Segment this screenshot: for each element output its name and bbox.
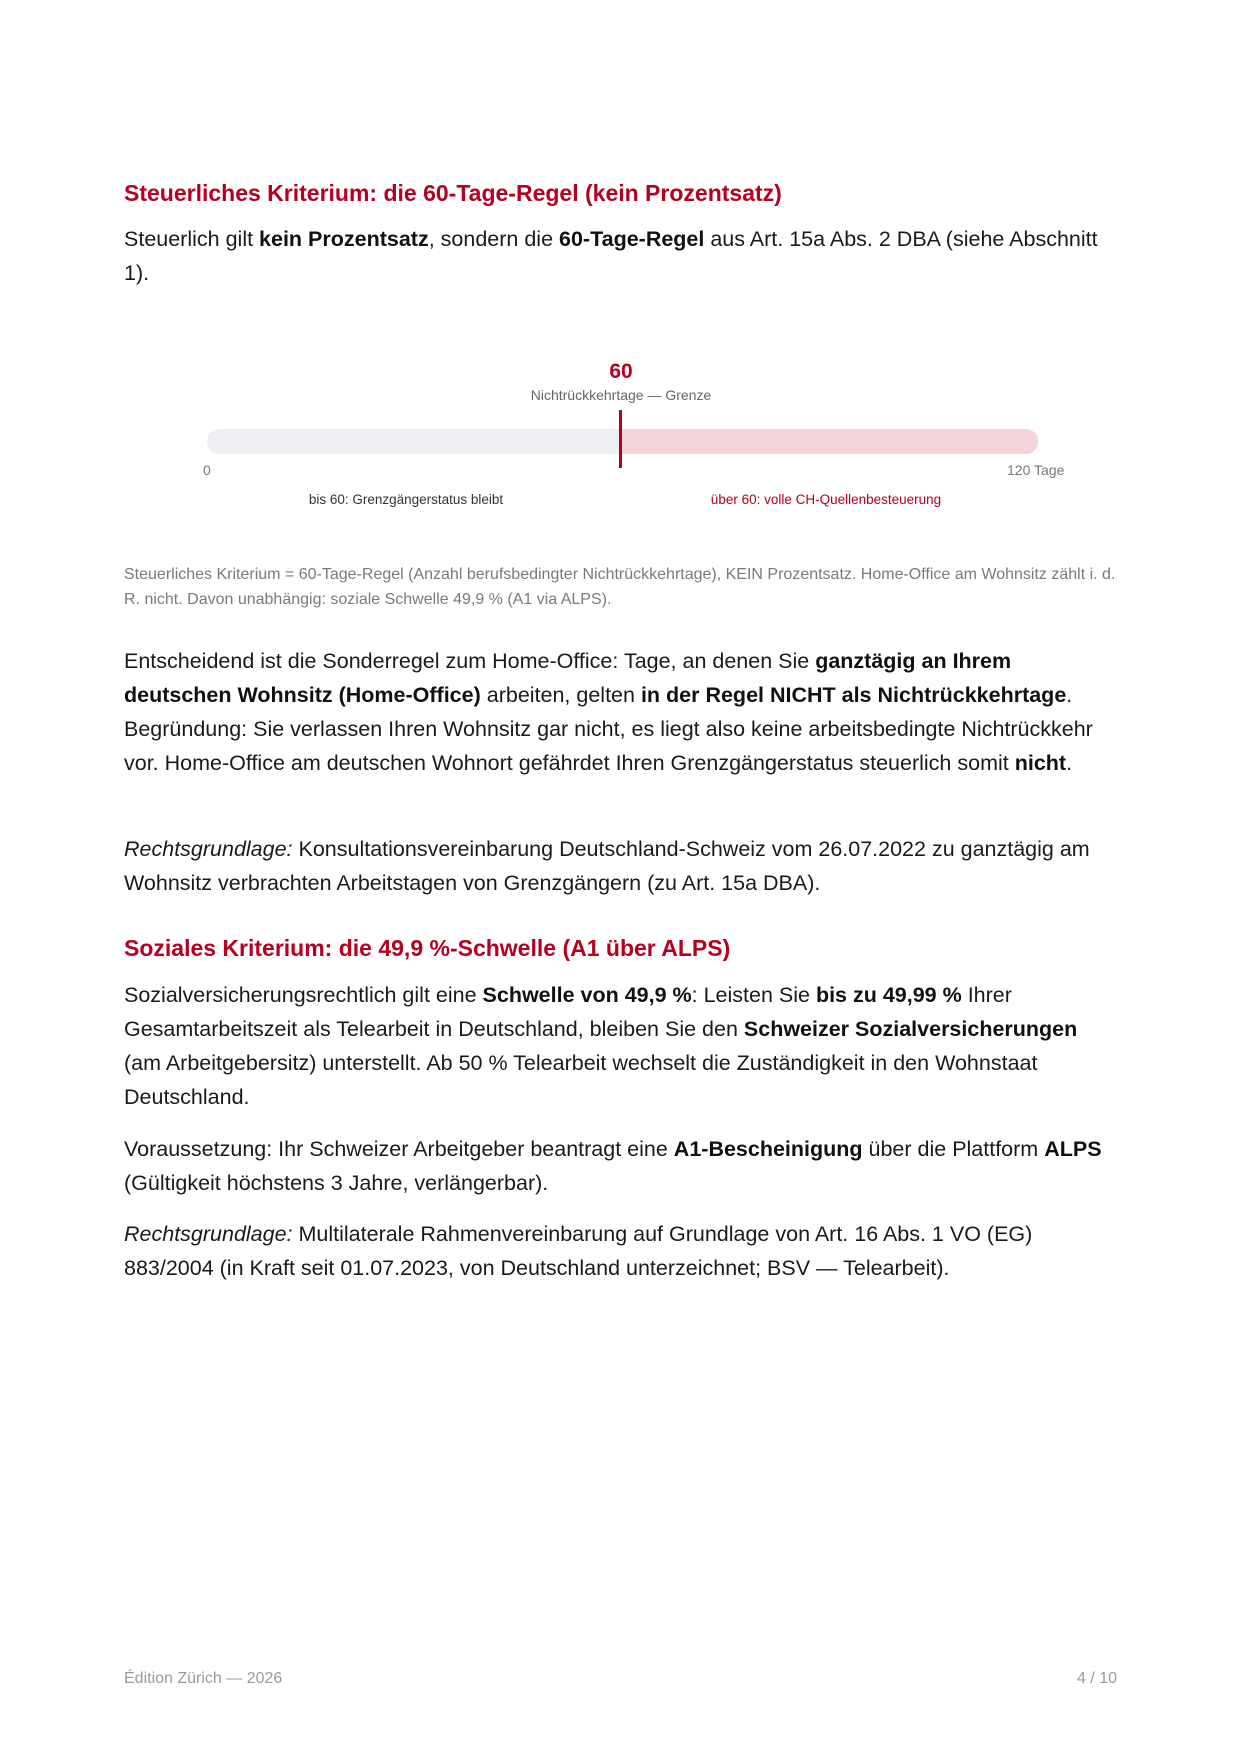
threshold-caption: Nichtrückkehrtage — Grenze [530, 387, 712, 403]
left-zone-label: bis 60: Grenzgängerstatus bleibt [308, 492, 504, 507]
bold-span: A1-Bescheinigung [673, 1137, 863, 1161]
footer-edition: Édition Zürich — 2026 [124, 1670, 283, 1687]
scale-max-label: 120 Tage [1007, 462, 1065, 478]
footer-page-number: 4 / 10 [1076, 1670, 1117, 1687]
text-span: Sozialversicherungsrechtlich gilt eine [124, 983, 483, 1007]
text-span: , sondern die [428, 227, 559, 251]
bold-span: 60-Tage-Regel [559, 227, 705, 251]
section-heading-tax: Steuerliches Kriterium: die 60-Tage-Regel (kein Prozentsatz) [124, 180, 782, 206]
text-span: Ihrer Gesamtarbeitszeit als Telearbeit in Deutschland, bleiben Sie den [124, 983, 1012, 1041]
legal-basis-label: Rechtsgrundlage: [124, 1222, 293, 1246]
section-heading-social: Soziales Kriterium: die 49,9 %-Schwelle (A1 über ALPS) [124, 935, 731, 961]
social-threshold-paragraph [124, 978, 1119, 1114]
bold-span: in der Regel NICHT als Nichtrückkehrtage [640, 683, 1067, 707]
a1-requirement-paragraph [124, 1132, 1119, 1200]
text-span: Multilaterale Rahmenvereinbarung auf Grundlage von Art. 16 Abs. 1 VO (EG) 883/2004 (in Kraft seit 01.07.2023, von Deutschland unterzeichnet; BSV — Telearbeit). [124, 1222, 1033, 1280]
text-span: arbeiten, gelten [480, 683, 641, 707]
legal-basis-paragraph [124, 1217, 1119, 1285]
text-span: Steuerlich gilt [124, 227, 260, 251]
text-span: Voraussetzung: Ihr Schweizer Arbeitgeber beantragt eine [124, 1137, 674, 1161]
text-span: über die Plattform [862, 1137, 1045, 1161]
track-above-threshold [621, 429, 1038, 454]
legal-basis-paragraph [124, 832, 1119, 900]
track-below-threshold [207, 429, 622, 454]
threshold-figure [124, 355, 1119, 515]
text-span: Konsultationsvereinbarung Deutschland-Schweiz vom 26.07.2022 zu ganztägig am Wohnsitz verbrachten Arbeitstagen von Grenzgängern (zu Art. 15a DBA). [124, 837, 1090, 895]
bold-span: nicht [1014, 751, 1067, 775]
text-span: . [1066, 751, 1073, 775]
bold-span: Schwelle von 49,9 % [482, 983, 692, 1007]
right-zone-label: über 60: volle CH-Quellenbesteuerung [710, 492, 942, 507]
bold-span: Schweizer Sozialversicherungen [743, 1017, 1078, 1041]
text-span: . Begründung: Sie verlassen Ihren Wohnsitz gar nicht, es liegt also keine arbeitsbedingte Nichtrückkehr vor. Home-Office am deutschen Wohnort gefährdet Ihren Grenzgängerstatus steuerlich somit [124, 683, 1093, 775]
scale-min-label: 0 [203, 462, 211, 478]
text-span: Entscheidend ist die Sonderregel zum Home-Office: Tage, an denen Sie [124, 649, 816, 673]
bold-span: ganztägig an Ihrem deutschen Wohnsitz (Home-Office) [124, 649, 1012, 707]
tax-intro-paragraph [124, 222, 1119, 290]
text-span: aus Art. 15a Abs. 2 DBA (siehe Abschnitt 1). [124, 227, 1098, 285]
text-span: : Leisten Sie [691, 983, 816, 1007]
bold-span: kein Prozentsatz [259, 227, 429, 251]
homeoffice-paragraph [124, 644, 1119, 780]
bold-span: bis zu 49,99 % [815, 983, 962, 1007]
legal-basis-label: Rechtsgrundlage: [124, 837, 293, 861]
threshold-value: 60 [609, 360, 633, 383]
text-span: (Gültigkeit höchstens 3 Jahre, verlängerbar). [124, 1171, 549, 1195]
bold-span: ALPS [1044, 1137, 1102, 1161]
text-span: (am Arbeitgebersitz) unterstellt. Ab 50 % Telearbeit wechselt die Zuständigkeit in den Wohnstaat Deutschland. [124, 1051, 1038, 1109]
threshold-marker [619, 410, 622, 468]
figure-caption: Steuerliches Kriterium = 60-Tage-Regel (Anzahl berufsbedingter Nichtrückkehrtage), KEIN Prozentsatz. Home-Office am Wohnsitz zählt i. d. R. nicht. Davon unabhängig: soziale Schwelle 49,9 % (A1 via ALPS). [124, 566, 1116, 608]
